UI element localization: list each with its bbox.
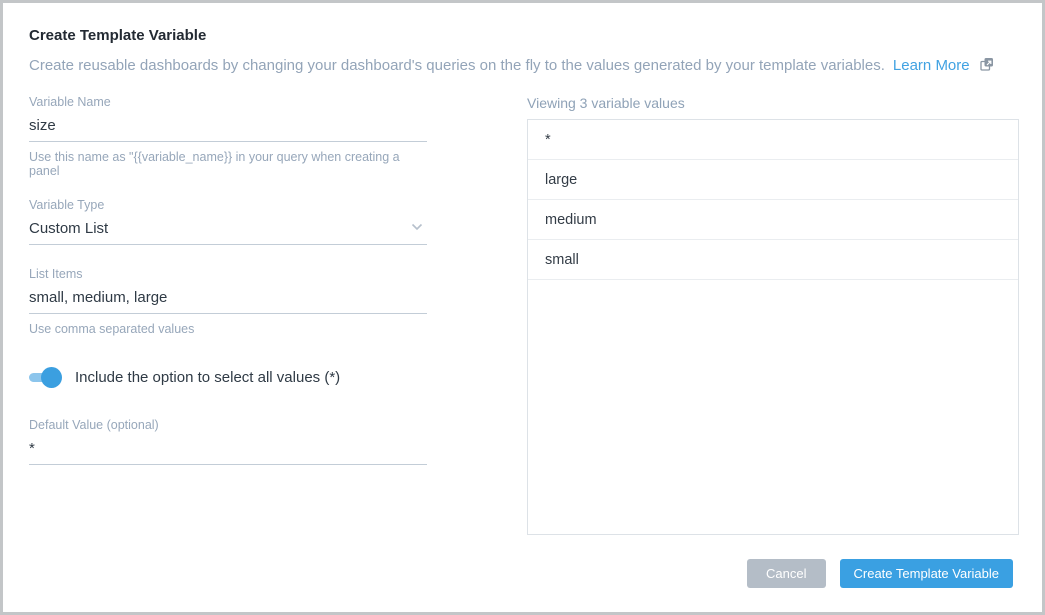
form-left-column: [29, 95, 427, 465]
variable-name-input[interactable]: size: [29, 117, 427, 142]
variable-values-panel: [527, 95, 1019, 535]
select-all-toggle-row: [29, 367, 427, 388]
viewing-values-heading: Viewing 3 variable values: [527, 95, 685, 111]
list-item[interactable]: large: [528, 160, 1018, 200]
list-items-label: List Items: [29, 267, 83, 281]
variable-type-value: Custom List: [29, 220, 109, 237]
variable-type-label: Variable Type: [29, 198, 105, 212]
external-link-icon[interactable]: [980, 57, 994, 75]
variable-name-helper: Use this name as "{{variable_name}} in your query when creating a panel: [29, 150, 400, 178]
select-all-toggle-label: Include the option to select all values (*): [75, 369, 341, 386]
create-template-variable-button[interactable]: Create Template Variable: [840, 559, 1014, 588]
list-item[interactable]: *: [528, 120, 1018, 160]
default-value-label: Default Value (optional): [29, 418, 159, 432]
list-item[interactable]: small: [528, 240, 1018, 280]
toggle-thumb: [41, 367, 62, 388]
variable-values-list: [527, 119, 1019, 535]
list-item[interactable]: medium: [528, 200, 1018, 240]
cancel-button[interactable]: Cancel: [747, 559, 825, 588]
variable-name-label: Variable Name: [29, 95, 111, 109]
dialog-title: Create Template Variable: [29, 27, 207, 44]
list-items-input[interactable]: small, medium, large: [29, 289, 427, 314]
select-all-toggle[interactable]: [29, 367, 62, 388]
dialog-description: [29, 56, 1002, 74]
dialog-footer: [747, 559, 1013, 588]
chevron-down-icon: [411, 218, 423, 235]
variable-type-select[interactable]: [29, 220, 427, 245]
description-text: Create reusable dashboards by changing your dashboard's queries on the fly to the values generated by your template variables.: [29, 56, 885, 74]
list-items-helper: Use comma separated values: [29, 322, 195, 336]
learn-more-link[interactable]: Learn More: [892, 56, 970, 74]
default-value-input[interactable]: *: [29, 440, 427, 465]
